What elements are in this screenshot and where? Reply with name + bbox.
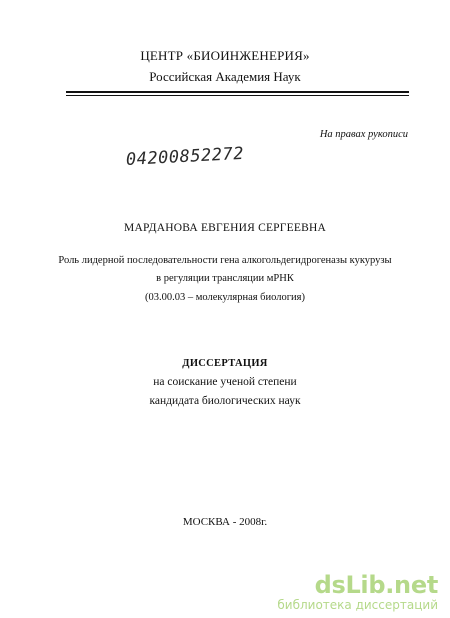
dissertation-heading: ДИССЕРТАЦИЯ (182, 358, 268, 369)
specialty-code: (03.00.03 – молекулярная биология) (144, 292, 305, 303)
academy-name: Российская Академия Наук (149, 69, 301, 84)
handwritten-registration-number: 04200852272 (125, 143, 245, 170)
watermark-logo: dsLib.net (314, 571, 438, 599)
place-and-year: МОСКВА - 2008г. (182, 516, 268, 528)
thesis-title-line-2: в регуляции трансляции мРНК (156, 273, 294, 284)
thesis-title-line-1: Роль лидерной последовательности гена алкогольдегидрогеназы кукурузы (58, 255, 392, 266)
watermark-subtitle: библиотека диссертаций (277, 598, 438, 612)
degree-line-1: на соискание ученой степени (153, 376, 297, 388)
organization-name: ЦЕНТР «БИОИНЖЕНЕРИЯ» (140, 48, 310, 63)
degree-line-2: кандидата биологических наук (149, 395, 301, 407)
author-name: МАРДАНОВА ЕВГЕНИЯ СЕРГЕЕВНА (124, 222, 326, 234)
header-rule-thick (66, 91, 409, 93)
rights-note: На правах рукописи (319, 129, 408, 140)
header-rule-thin (66, 95, 409, 96)
